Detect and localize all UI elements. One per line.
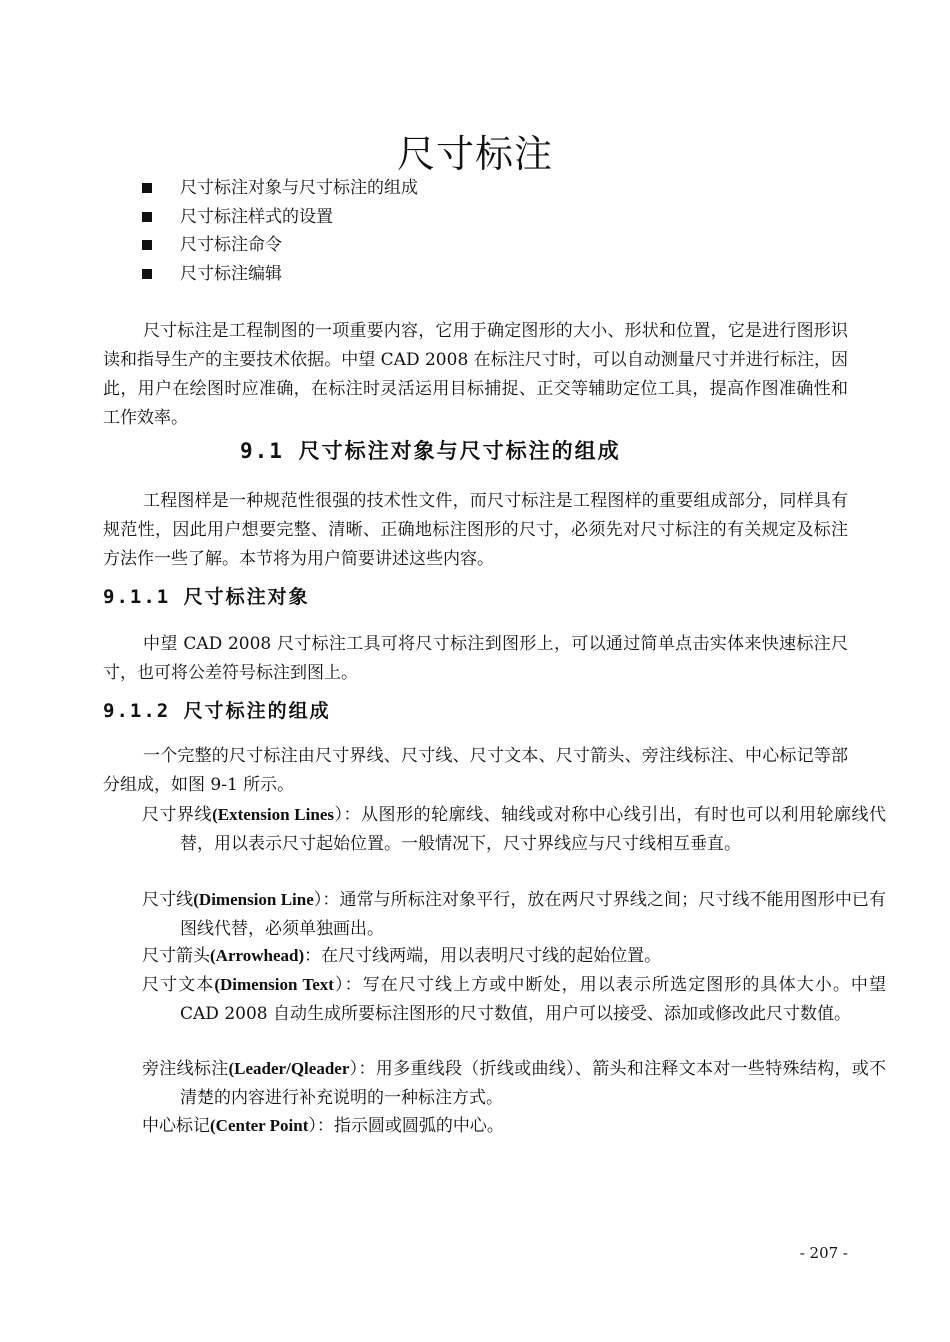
intro-paragraph: 尺寸标注是工程制图的一项重要内容，它用于确定图形的大小、形状和位置，它是进行图形识读和指导生产的主要技术依据。中望 CAD 2008 在标注尺寸时，可以自动测量尺寸并进行标注，因此，用户在绘图时应准确，在标注时灵活运用目标捕捉、正交等辅助定位工具，提高作图准确性和工作效率。	[103, 321, 848, 428]
square-bullet-icon	[142, 269, 152, 279]
page-number: - 207 -	[799, 1244, 848, 1262]
section-9-1-1-paragraph: 中望 CAD 2008 尺寸标注工具可将尺寸标注到图形上，可以通过简单点击实体来快速标注尺寸，也可将公差符号标注到图上。	[103, 634, 848, 683]
chapter-title: 尺寸标注	[396, 132, 553, 177]
term-extension-lines: 尺寸界线(Extension Lines）：从图形的轮廓线、轴线或对称中心线引出，有时也可以利用轮廓线代替，用以表示尺寸起始位置。一般情况下，尺寸界线应与尺寸线相互垂直。	[142, 805, 887, 854]
topic-item: 尺寸标注样式的设置	[142, 203, 418, 232]
topic-list	[142, 174, 418, 288]
square-bullet-icon	[142, 212, 152, 222]
term-dimension-text: 尺寸文本(Dimension Text）：写在尺寸线上方或中断处，用以表示所选定图形的具体大小。中望 CAD 2008 自动生成所要标注图形的尺寸数值，用户可以接受、添加或修改此尺寸数值。	[142, 975, 887, 1024]
term-center-point: 中心标记(Center Point）：指示圆或圆弧的中心。	[142, 1116, 504, 1136]
section-heading-9-1-1: 9.1.1 尺寸标注对象	[103, 586, 310, 608]
term-arrowhead: 尺寸箭头(Arrowhead)：在尺寸线两端，用以表明尺寸线的起始位置。	[142, 946, 662, 966]
square-bullet-icon	[142, 240, 152, 250]
section-heading-9-1: 9.1 尺寸标注对象与尺寸标注的组成	[240, 439, 621, 463]
section-heading-9-1-2: 9.1.2 尺寸标注的组成	[103, 700, 331, 722]
topic-item: 尺寸标注命令	[142, 231, 418, 260]
topic-item: 尺寸标注编辑	[142, 260, 418, 289]
topic-item: 尺寸标注对象与尺寸标注的组成	[142, 174, 418, 203]
term-leader: 旁注线标注(Leader/Qleader）：用多重线段（折线或曲线）、箭头和注释文本对一些特殊结构，或不清楚的内容进行补充说明的一种标注方式。	[142, 1059, 887, 1108]
square-bullet-icon	[142, 183, 152, 193]
section-9-1-2-paragraph: 一个完整的尺寸标注由尺寸界线、尺寸线、尺寸文本、尺寸箭头、旁注线标注、中心标记等部分组成，如图 9-1 所示。	[103, 746, 848, 795]
term-dimension-line: 尺寸线(Dimension Line）：通常与所标注对象平行，放在两尺寸界线之间；尺寸线不能用图形中已有图线代替，必须单独画出。	[142, 890, 887, 939]
section-9-1-paragraph: 工程图样是一种规范性很强的技术性文件，而尺寸标注是工程图样的重要组成部分，同样具有规范性，因此用户想要完整、清晰、正确地标注图形的尺寸，必须先对尺寸标注的有关规定及标注方法作一些了解。本节将为用户简要讲述这些内容。	[103, 491, 848, 569]
